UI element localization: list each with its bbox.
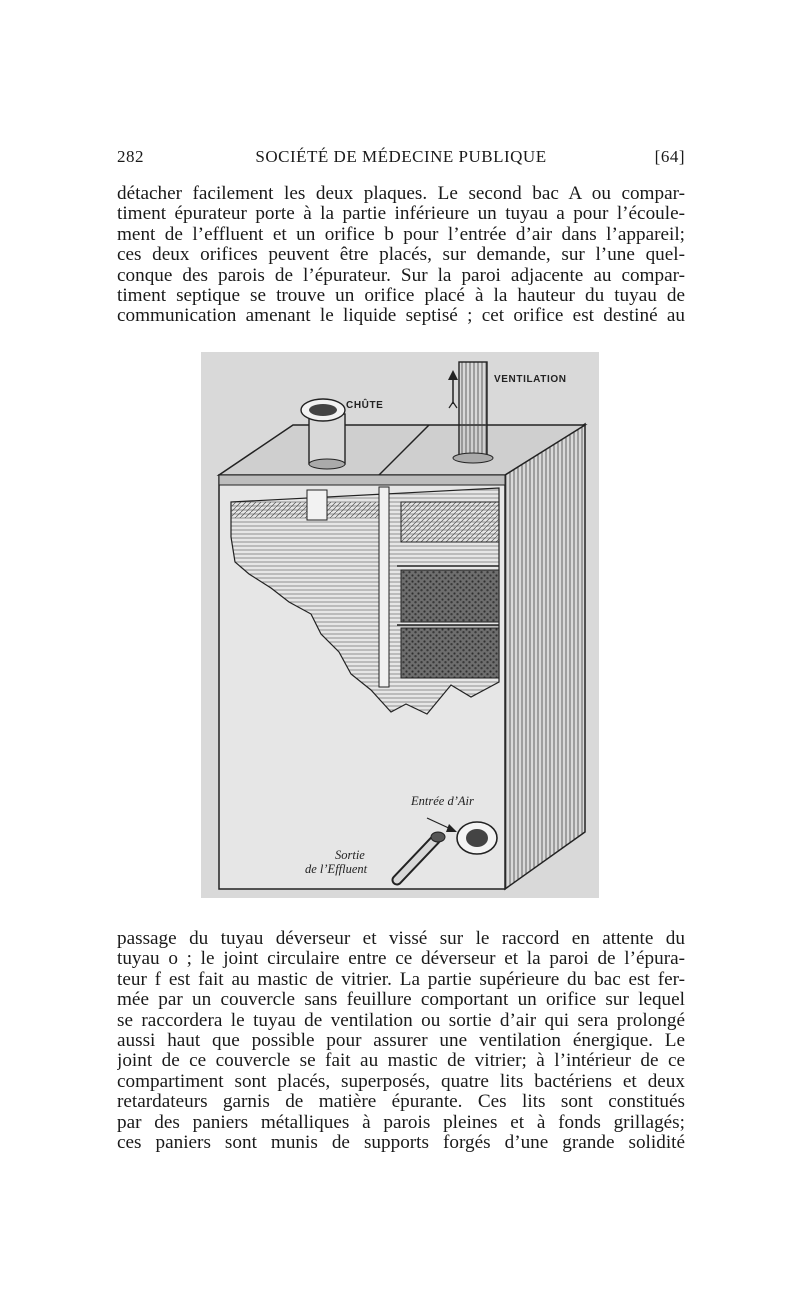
text-line: détacher facilement les deux plaques. Le second bac A ou compar-	[117, 184, 685, 204]
text-line: aussi haut que possible pour assurer une ventilation énergique. Le	[117, 1030, 685, 1051]
ventilation-label: VENTILATION	[494, 374, 567, 385]
text-line: compartiment sont placés, superposés, quatre lits bactériens et deux	[117, 1071, 685, 1092]
text-line: ment de l’effluent et un orifice b pour l’entrée d’air dans l’appareil;	[117, 224, 685, 245]
paragraph-bottom	[117, 929, 685, 1153]
septic-tank-figure	[201, 352, 599, 898]
text-line: conque des parois de l’épurateur. Sur la paroi adjacente au compar-	[117, 265, 685, 286]
tank-side-wall	[505, 424, 585, 889]
bacterial-bed	[401, 570, 499, 622]
section-number: [64]	[654, 147, 685, 166]
septic-tank-illustration	[201, 352, 599, 898]
text-line: par des paniers métalliques à parois pleines et à fonds grillagés;	[117, 1112, 685, 1133]
text-line: joint de ce couvercle se fait au mastic de vitrier; à l’intérieur de ce	[117, 1051, 685, 1072]
text-line: mée par un couvercle sans feuillure comportant un orifice sur lequel	[117, 990, 685, 1011]
text-line: ces deux orifices peuvent être placés, sur demande, sur l’une quel-	[117, 245, 685, 266]
outlet-label-line1: Sortie	[335, 848, 365, 862]
page-number: 282	[117, 147, 144, 166]
text-line: timent épurateur porte à la partie inférieure un tuyau a pour l’écoule-	[117, 204, 685, 225]
chute-label: CHÛTE	[346, 400, 384, 411]
text-line: retardateurs garnis de matière épurante. Ces lits sont constitués	[117, 1092, 685, 1113]
bacterial-bed	[401, 628, 499, 678]
text-line: teur f est fait au mastic de vitrier. La partie supérieure du bac est fer-	[117, 969, 685, 990]
bacterial-bed	[401, 502, 499, 542]
text-line: ces paniers sont munis de supports forgés d’une grande solidité	[117, 1132, 685, 1153]
text-line: timent septique se trouve un orifice placé à la hauteur du tuyau de	[117, 285, 685, 306]
text-line: passage du tuyau déverseur et vissé sur le raccord en attente du	[117, 929, 685, 949]
text-line: se raccordera le tuyau de ventilation ou sortie d’air qui sera prolongé	[117, 1010, 685, 1031]
air-inlet-label: Entrée d’Air	[411, 794, 474, 808]
text-line: tuyau o ; le joint circulaire entre ce déverseur et la paroi de l’épura-	[117, 949, 685, 970]
running-title: SOCIÉTÉ DE MÉDECINE PUBLIQUE	[255, 147, 547, 166]
outlet-label-line2: de l’Effluent	[305, 862, 368, 876]
text-line: communication amenant le liquide septisé ; cet orifice est destiné au	[117, 306, 685, 327]
paragraph-top	[117, 184, 685, 327]
